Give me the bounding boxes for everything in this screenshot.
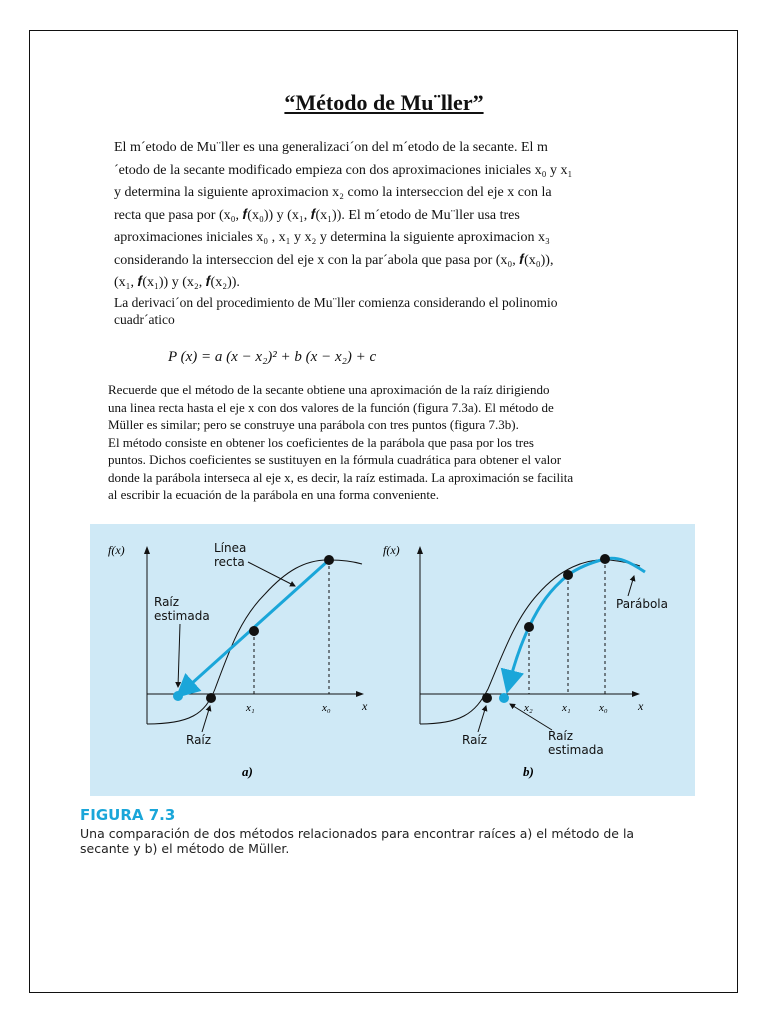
panel-a-label-line: Línea — [214, 541, 247, 555]
intro-line: El m´etodo de Mu¨ller es una generalizaci´on del m´etodo de la secante. El m — [114, 140, 548, 155]
figure-diagram — [90, 524, 695, 796]
panel-a-label-root: Raíz — [186, 733, 212, 747]
intro-line: ´etodo de la secante modificado empieza con dos aproximaciones iniciales x₀ y x₁ — [114, 162, 573, 178]
panel-a-point-x0 — [324, 555, 334, 565]
explanation-line: Recuerde que el método de la secante obtiene una aproximación de la raíz dirigiendo — [108, 382, 550, 397]
panel-b-x-arrow — [632, 691, 640, 697]
panel-a — [108, 541, 368, 779]
panel-b-label-estimated: Raíz — [548, 729, 574, 743]
explanation-line: una linea recta hasta el eje x con dos valores de la función (figura 7.3a). El método de — [108, 399, 554, 415]
intro-line: (x₁, 𝒇(x₁)) y (x₂, 𝒇(x₂)). — [114, 275, 240, 290]
figure-title: FIGURA 7.3 — [80, 806, 176, 824]
panel-b-tick-x2: x₂ — [524, 702, 533, 714]
panel-a-tick-x1: x₁ — [246, 702, 255, 714]
panel-a-caption: a) — [242, 764, 253, 779]
panel-a-pointer-estimated — [178, 624, 180, 687]
derivation-paragraph — [114, 294, 654, 328]
panel-a-y-arrow — [144, 546, 150, 554]
figure-caption — [80, 826, 692, 856]
panel-a-pointer-line — [248, 562, 295, 586]
panel-a-label-line: recta — [214, 555, 245, 569]
intro-paragraph — [114, 137, 658, 295]
explanation-line: al escribir la ecuación de la parábola en una forma conveniente. — [108, 487, 439, 502]
panel-b-pointer-root — [478, 706, 486, 732]
panel-b-tick-x0: x₀ — [599, 702, 608, 714]
panel-a-x-label: x — [362, 699, 368, 713]
panel-b-point-x2 — [524, 622, 534, 632]
panel-a-root-point — [206, 693, 216, 703]
panel-b-point-x0 — [600, 554, 610, 564]
panel-b-estimated-point — [499, 693, 509, 703]
quadratic-equation: P (x) = a (x − x₂)² + b (x − x₂) + c — [168, 349, 377, 365]
panel-a-label-estimated: estimada — [154, 609, 210, 623]
panel-b-function-curve — [420, 560, 640, 724]
panel-a-pointer-root — [202, 706, 210, 732]
panel-b-pointer-parabola — [628, 576, 634, 596]
explanation-line: El método consiste en obtener los coeficientes de la parábola que pasa por los tres — [108, 434, 534, 450]
panel-b-caption: b) — [523, 764, 534, 779]
panel-b-label-root: Raíz — [462, 733, 488, 747]
page-title: “Método de Mu¨ller” — [284, 90, 484, 115]
panel-a-tick-x0: x₀ — [322, 702, 331, 714]
panel-b-root-point — [482, 693, 492, 703]
intro-line: considerando la interseccion del eje x con la par´abola que pasa por (x₀, 𝒇(x₀)), — [114, 252, 554, 268]
panel-b-label-estimated: estimada — [548, 743, 604, 757]
panel-a-y-label: f(x) — [108, 543, 125, 557]
explanation-line: donde la parábola interseca al eje x, es decir, la raíz estimada. La aproximación se facilita — [108, 469, 574, 485]
derivation-line: La derivaci´on del procedimiento de Mu¨ller comienza considerando el polinomio — [114, 295, 558, 310]
intro-line: y determina la siguiente aproximacion x₂ como la interseccion del eje x con la — [114, 185, 552, 200]
panel-b-y-label: f(x) — [383, 543, 400, 557]
panel-b-y-arrow — [417, 546, 423, 554]
panel-b-point-x1 — [563, 570, 573, 580]
intro-line: aproximaciones iniciales x₀ , x₁ y x₂ y determina la siguiente aproximacion x₃ — [114, 230, 550, 245]
panel-b — [383, 543, 668, 779]
derivation-line: cuadr´atico — [114, 312, 175, 327]
panel-a-x-arrow — [356, 691, 364, 697]
explanation-line: puntos. Dichos coeficientes se sustituyen en la fórmula cuadrática para obtener el valor — [108, 452, 562, 467]
figure-caption-line: Una comparación de dos métodos relacionados para encontrar raíces a) el método de la — [80, 826, 635, 841]
intro-line: recta que pasa por (x₀, 𝒇(x₀)) y (x₁, 𝒇(x₁)). El m´etodo de Mu¨ller usa tres — [114, 207, 520, 223]
figure-panel — [90, 524, 695, 796]
panel-a-estimated-point — [173, 691, 183, 701]
panel-a-label-estimated: Raíz — [154, 595, 180, 609]
explanation-line: Müller es similar; pero se construye una parábola con tres puntos (figura 7.3b). — [108, 417, 519, 432]
figure-caption-line: secante y b) el método de Müller. — [80, 841, 290, 856]
explanation-paragraph — [108, 381, 678, 504]
panel-b-tick-x1: x₁ — [562, 702, 571, 714]
panel-a-point-x1 — [249, 626, 259, 636]
panel-b-label-parabola: Parábola — [616, 597, 668, 611]
panel-b-x-label: x — [638, 699, 644, 713]
